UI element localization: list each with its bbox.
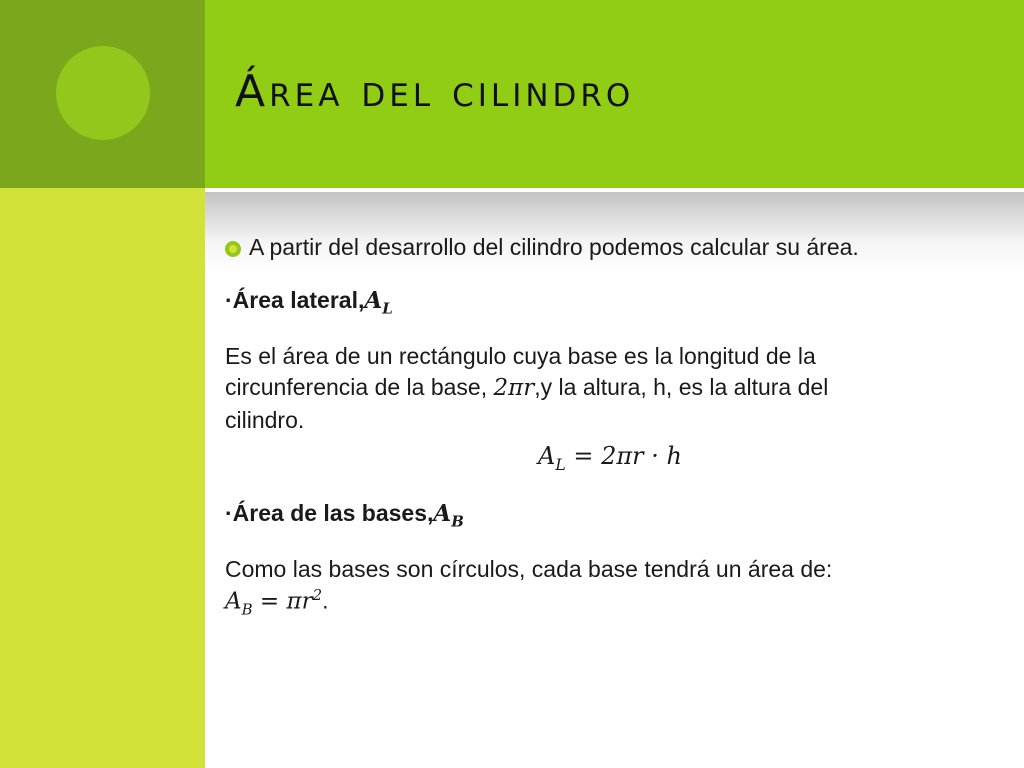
lateral-line-3: cilindro.	[225, 406, 305, 433]
corner-block	[0, 0, 205, 188]
bases-paragraph	[225, 554, 995, 620]
lateral-paragraph	[225, 341, 995, 476]
content-area	[205, 192, 1024, 768]
title-bar	[205, 0, 1024, 188]
intro-text: A partir del desarrollo del cilindro podemos calcular su área.	[249, 234, 859, 260]
content-body	[225, 232, 995, 620]
bases-symbol: $A_B$	[433, 499, 464, 531]
intro-bullet	[225, 232, 995, 263]
green-circle-bullet-icon	[225, 241, 241, 257]
slide-title: Área del cilindro	[235, 66, 635, 117]
decorative-circle-icon	[56, 46, 150, 140]
lateral-formula: $A_L = 2\pi r \cdot h$	[538, 441, 682, 474]
lateral-line-2: circunferencia de la base, 2πr,y la altura, h, es la altura del	[225, 374, 829, 402]
lateral-inline-math: 2πr	[493, 375, 535, 402]
lateral-line-1: Es el área de un rectángulo cuya base es la longitud de la	[225, 343, 816, 370]
lateral-heading	[225, 285, 995, 319]
bases-formula: $A_B = \pi r^2$.	[225, 586, 329, 619]
left-strip	[0, 188, 205, 768]
bases-heading-text: ·Área de las bases,	[225, 499, 434, 526]
bases-line-1: Como las bases son círculos, cada base tendrá un área de:	[225, 555, 833, 582]
lateral-symbol: $A_L$	[364, 287, 393, 318]
bases-heading	[225, 498, 995, 532]
lateral-heading-text: ·Área lateral,	[225, 287, 365, 314]
